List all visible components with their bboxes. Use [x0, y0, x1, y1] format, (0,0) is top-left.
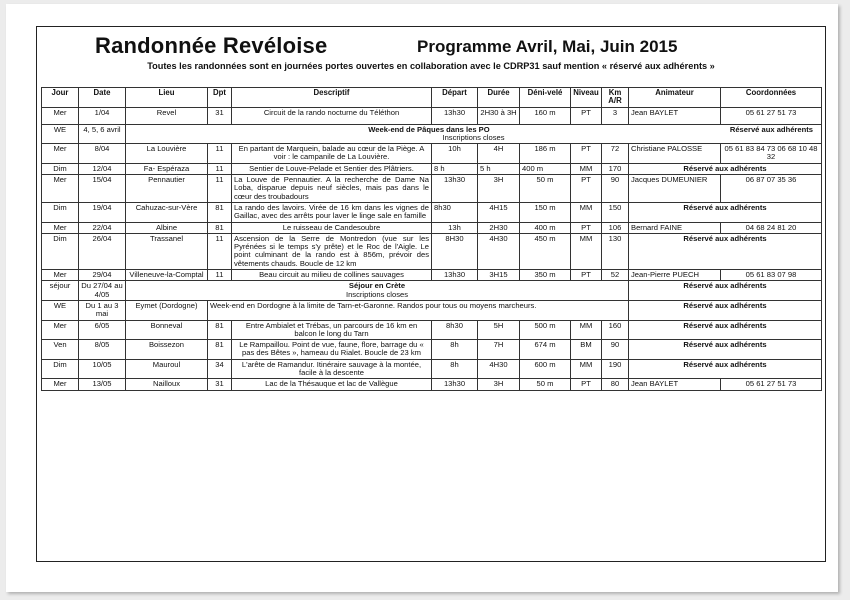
cell-depart: 8h30 — [432, 320, 478, 340]
table-row — [42, 233, 822, 269]
col-coordonnees: Coordonnées — [721, 88, 822, 108]
cell-denivele: 150 m — [520, 202, 571, 222]
cell-depart: 13h30 — [432, 175, 478, 203]
cell-denivele: 400 m — [520, 163, 571, 174]
cell-niveau: MM — [571, 202, 602, 222]
cell-jour: Mer — [42, 144, 79, 164]
cell-denivele: 50 m — [520, 175, 571, 203]
col-denivele: Déni-velé — [520, 88, 571, 108]
cell-dpt: 34 — [208, 359, 232, 379]
cell-date: 1/04 — [79, 107, 126, 124]
cell-dpt: 11 — [208, 144, 232, 164]
cell-km: 170 — [602, 163, 629, 174]
cell-denivele: 450 m — [520, 233, 571, 269]
cell-depart: 8h30 — [432, 202, 478, 222]
reserve-label: Réservé aux adhérents — [729, 124, 813, 134]
cell-lieu: Mauroul — [126, 359, 208, 379]
cell-jour: Mer — [42, 222, 79, 233]
col-descriptif: Descriptif — [232, 88, 432, 108]
cell-jour: séjour — [42, 281, 79, 301]
cell-duree: 3H — [478, 175, 520, 203]
event-inscriptions: Inscriptions closes — [345, 289, 409, 299]
event-title: Week-end de Pâques dans les PO — [368, 124, 490, 134]
cell-niveau: PT — [571, 379, 602, 390]
cell-date: 13/05 — [79, 379, 126, 390]
cell-descriptif: En partant de Marquein, balade au cœur de la Piège. A voir : le campanile de La Louvière. — [232, 144, 432, 164]
cell-km: 106 — [602, 222, 629, 233]
cell-depart: 8h — [432, 359, 478, 379]
program-period: Programme Avril, Mai, Juin 2015 — [417, 37, 678, 56]
cell-lieu: Trassanel — [126, 233, 208, 269]
cell-depart: 8H30 — [432, 233, 478, 269]
cell-niveau: PT — [571, 222, 602, 233]
cell-duree: 4H15 — [478, 202, 520, 222]
cell-niveau: PT — [571, 107, 602, 124]
cell-jour: Mer — [42, 379, 79, 390]
cell-km: 90 — [602, 175, 629, 203]
cell-km: 80 — [602, 379, 629, 390]
cell-dpt: 11 — [208, 270, 232, 281]
cell-descriptif: Ascension de la Serre de Montredon (vue sur les Pyrénées si le temps s'y prête) et le Roc de l'Aigle. Le point culminant de la rando est à 856m, prévoir des vêtements chauds. Boucle de 12 km — [232, 233, 432, 269]
cell-dpt: 31 — [208, 379, 232, 390]
cell-dpt: 11 — [208, 175, 232, 203]
reserve-label: Réservé aux adhérents — [629, 202, 822, 222]
cell-niveau: MM — [571, 163, 602, 174]
cell-km: 72 — [602, 144, 629, 164]
cell-event — [126, 281, 629, 301]
cell-km: 90 — [602, 340, 629, 360]
cell-duree: 3H — [478, 379, 520, 390]
col-lieu: Lieu — [126, 88, 208, 108]
cell-depart: 13h30 — [432, 270, 478, 281]
cell-denivele: 400 m — [520, 222, 571, 233]
cell-duree: 4H30 — [478, 233, 520, 269]
cell-duree: 7H — [478, 340, 520, 360]
cell-date: 10/05 — [79, 359, 126, 379]
cell-depart: 13h30 — [432, 379, 478, 390]
cell-date: 15/04 — [79, 175, 126, 203]
cell-descriptif: Circuit de la rando nocturne du Téléthon — [232, 107, 432, 124]
cell-date: 26/04 — [79, 233, 126, 269]
cell-lieu: Nailloux — [126, 379, 208, 390]
cell-dpt: 31 — [208, 107, 232, 124]
cell-descriptif: Lac de la Thésauque et lac de Vallègue — [232, 379, 432, 390]
cell-date: 8/04 — [79, 144, 126, 164]
program-table — [41, 87, 822, 391]
cell-denivele: 186 m — [520, 144, 571, 164]
table-row — [42, 281, 822, 301]
cell-descriptif: La rando des lavoirs. Virée de 16 km dans les vignes de Gaillac, avec des arrêts pour laver le linge sale en famille — [232, 202, 432, 222]
cell-depart: 13h — [432, 222, 478, 233]
table-row — [42, 202, 822, 222]
cell-duree: 3H15 — [478, 270, 520, 281]
table-header-row — [42, 88, 822, 108]
cell-denivele: 160 m — [520, 107, 571, 124]
table-row — [42, 340, 822, 360]
cell-km: 150 — [602, 202, 629, 222]
cell-jour: Dim — [42, 233, 79, 269]
cell-depart: 13h30 — [432, 107, 478, 124]
cell-animateur: Jean BAYLET — [629, 379, 721, 390]
cell-jour: Dim — [42, 202, 79, 222]
cell-lieu: Cahuzac-sur-Vère — [126, 202, 208, 222]
cell-dpt: 81 — [208, 320, 232, 340]
reserve-label: Réservé aux adhérents — [629, 233, 822, 269]
cell-date: 8/05 — [79, 340, 126, 360]
reserve-label: Réservé aux adhérents — [629, 359, 822, 379]
cell-niveau: MM — [571, 359, 602, 379]
cell-lieu: Villeneuve-la-Comptal — [126, 270, 208, 281]
cell-coordonnees: 05 61 83 84 73 06 68 10 48 32 — [721, 144, 822, 164]
cell-date: 4, 5, 6 avril — [79, 124, 126, 144]
cell-duree: 4H30 — [478, 359, 520, 379]
cell-animateur: Jean BAYLET — [629, 107, 721, 124]
cell-coordonnees: 05 61 27 51 73 — [721, 379, 822, 390]
col-km: Km A/R — [602, 88, 629, 108]
cell-animateur: Jacques DUMEUNIER — [629, 175, 721, 203]
table-row — [42, 175, 822, 203]
cell-km: 190 — [602, 359, 629, 379]
cell-km: 160 — [602, 320, 629, 340]
cell-event — [126, 124, 822, 144]
cell-lieu: Fa- Espéraza — [126, 163, 208, 174]
col-depart: Départ — [432, 88, 478, 108]
cell-coordonnees: 04 68 24 81 20 — [721, 222, 822, 233]
cell-jour: Ven — [42, 340, 79, 360]
cell-descriptif: Le Rampaillou. Point de vue, faune, flore, barrage du « pas des Bêtes », hameau du Rialet. Boucle de 23 km — [232, 340, 432, 360]
cell-duree: 5H — [478, 320, 520, 340]
cell-depart: 8 h — [432, 163, 478, 174]
table-row — [42, 124, 822, 144]
col-jour: Jour — [42, 88, 79, 108]
reserve-label: Réservé aux adhérents — [629, 281, 822, 301]
cell-denivele: 600 m — [520, 359, 571, 379]
cell-dpt: 81 — [208, 340, 232, 360]
cell-descriptif: Entre Ambialet et Trébas, un parcours de 16 km en balcon le long du Tarn — [232, 320, 432, 340]
cell-lieu: Boissezon — [126, 340, 208, 360]
table-row — [42, 270, 822, 281]
cell-lieu: La Louvière — [126, 144, 208, 164]
cell-descriptif: Le ruisseau de Candesoubre — [232, 222, 432, 233]
cell-niveau: PT — [571, 175, 602, 203]
page-title: Randonnée Revéloise — [95, 33, 328, 58]
subtitle: Toutes les randonnées sont en journées portes ouvertes en collaboration avec le CDRP31 sauf mention « réservé aux adhérents » — [147, 61, 715, 71]
cell-niveau: MM — [571, 233, 602, 269]
table-row — [42, 107, 822, 124]
cell-animateur: Christiane PALOSSE — [629, 144, 721, 164]
col-date: Date — [79, 88, 126, 108]
cell-depart: 10h — [432, 144, 478, 164]
cell-descriptif: L'arête de Ramandur. Itinéraire sauvage à la montée, facile à la descente — [232, 359, 432, 379]
cell-jour: WE — [42, 124, 79, 144]
cell-coordonnees: 06 87 07 35 36 — [721, 175, 822, 203]
cell-niveau: PT — [571, 144, 602, 164]
cell-lieu: Albine — [126, 222, 208, 233]
table-row — [42, 300, 822, 320]
cell-date: 6/05 — [79, 320, 126, 340]
table-row — [42, 222, 822, 233]
cell-jour: Dim — [42, 359, 79, 379]
reserve-label: Réservé aux adhérents — [629, 340, 822, 360]
col-dpt: Dpt — [208, 88, 232, 108]
cell-duree: 5 h — [478, 163, 520, 174]
cell-denivele: 350 m — [520, 270, 571, 281]
cell-date: 22/04 — [79, 222, 126, 233]
cell-jour: Mer — [42, 270, 79, 281]
cell-lieu: Bonneval — [126, 320, 208, 340]
cell-coordonnees: 05 61 27 51 73 — [721, 107, 822, 124]
cell-coordonnees: 05 61 83 07 98 — [721, 270, 822, 281]
cell-jour: WE — [42, 300, 79, 320]
cell-animateur: Bernard FAINE — [629, 222, 721, 233]
cell-denivele: 674 m — [520, 340, 571, 360]
cell-depart: 8h — [432, 340, 478, 360]
col-duree: Durée — [478, 88, 520, 108]
table-row — [42, 379, 822, 390]
table-row — [42, 320, 822, 340]
cell-descriptif: La Louve de Pennautier. A la recherche de Dame Na Loba, disparue depuis neuf siècles, mais pas dans le cœur des troubadours — [232, 175, 432, 203]
cell-jour: Mer — [42, 175, 79, 203]
cell-niveau: PT — [571, 270, 602, 281]
table-row — [42, 144, 822, 164]
cell-duree: 2H30 — [478, 222, 520, 233]
title-line — [37, 33, 825, 61]
cell-descriptif: Week-end en Dordogne à la limite de Tarn-et-Garonne. Randos pour tous ou moyens marcheurs. — [208, 300, 629, 320]
reserve-label: Réservé aux adhérents — [629, 300, 822, 320]
cell-denivele: 50 m — [520, 379, 571, 390]
cell-descriptif: Sentier de Louve-Pelade et Sentier des Plâtriers. — [232, 163, 432, 174]
cell-niveau: BM — [571, 340, 602, 360]
cell-date: Du 1 au 3 mai — [79, 300, 126, 320]
document-sheet — [6, 4, 838, 592]
table-row — [42, 163, 822, 174]
cell-lieu: Revel — [126, 107, 208, 124]
cell-dpt: 81 — [208, 222, 232, 233]
cell-niveau: MM — [571, 320, 602, 340]
cell-date: 19/04 — [79, 202, 126, 222]
cell-km: 130 — [602, 233, 629, 269]
cell-animateur: Jean-Pierre PUECH — [629, 270, 721, 281]
cell-lieu: Eymet (Dordogne) — [126, 300, 208, 320]
cell-km: 3 — [602, 107, 629, 124]
col-niveau: Niveau — [571, 88, 602, 108]
cell-date: 29/04 — [79, 270, 126, 281]
reserve-label: Réservé aux adhérents — [629, 320, 822, 340]
cell-date: 12/04 — [79, 163, 126, 174]
col-animateur: Animateur — [629, 88, 721, 108]
reserve-label: Réservé aux adhérents — [629, 163, 822, 174]
cell-dpt: 11 — [208, 163, 232, 174]
cell-jour: Dim — [42, 163, 79, 174]
program-frame — [36, 26, 826, 562]
cell-jour: Mer — [42, 107, 79, 124]
cell-descriptif: Beau circuit au milieu de collines sauvages — [232, 270, 432, 281]
cell-dpt: 81 — [208, 202, 232, 222]
cell-dpt: 11 — [208, 233, 232, 269]
table-row — [42, 359, 822, 379]
cell-duree: 4H — [478, 144, 520, 164]
cell-km: 52 — [602, 270, 629, 281]
event-title: Séjour en Crète — [348, 281, 406, 291]
cell-jour: Mer — [42, 320, 79, 340]
cell-duree: 2H30 à 3H — [478, 107, 520, 124]
cell-date: Du 27/04 au 4/05 — [79, 281, 126, 301]
cell-denivele: 500 m — [520, 320, 571, 340]
event-inscriptions: Inscriptions closes — [442, 132, 505, 142]
cell-lieu: Pennautier — [126, 175, 208, 203]
